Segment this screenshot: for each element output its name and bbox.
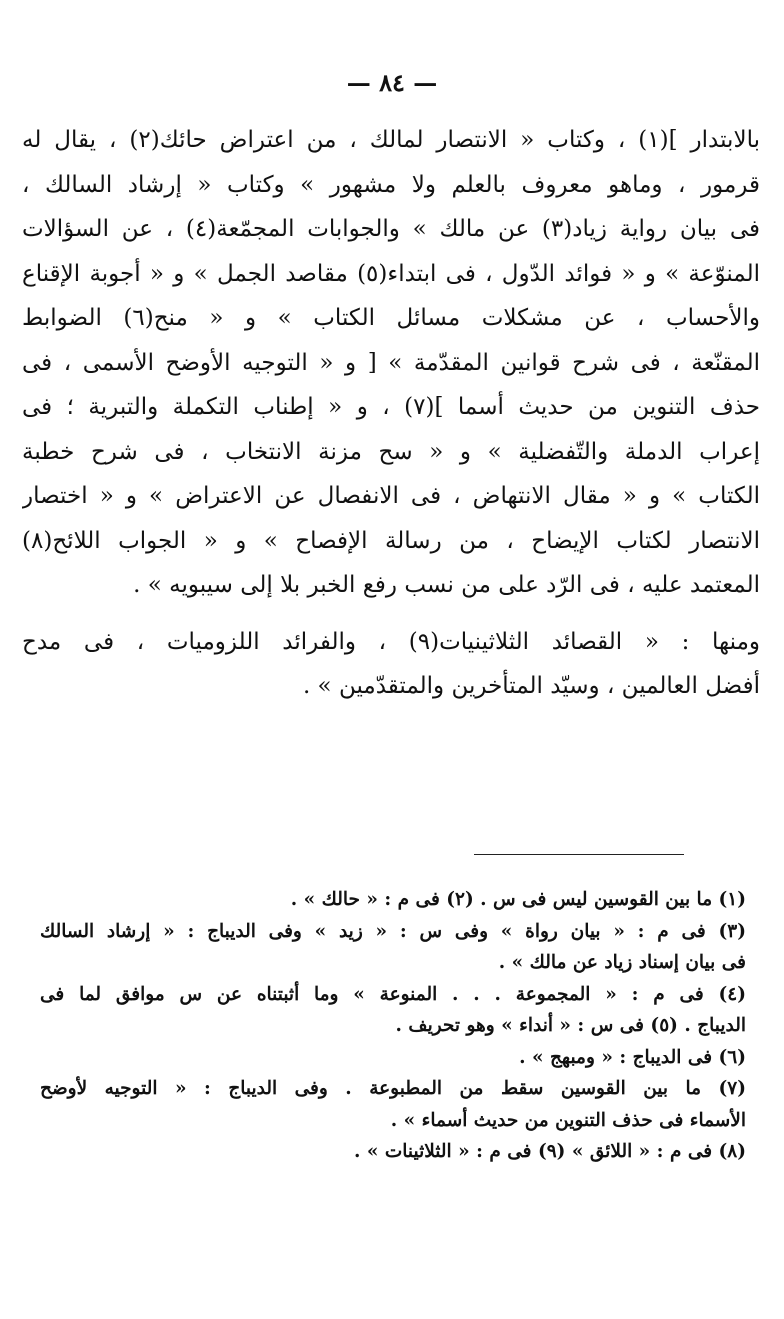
body-line: فى بيان رواية زياد(٣) عن مالك » والجوابات المجمّعة(٤) ، عن السؤالات <box>22 216 760 242</box>
footnote-line: الأسماء فى حذف التنوين من حديث أسماء » . <box>390 1109 746 1131</box>
footnote-line: فى بيان إسناد زياد عن مالك » . <box>498 952 746 973</box>
body-line: المقنّعة ، فى شرح قوانين المقدّمة » [ و « التوجيه الأوضح الأسمى ، فى <box>22 349 760 376</box>
body-line: الكتاب » و « مقال الانتهاض ، فى الانفصال عن الاعتراض » و « اختصار <box>22 483 760 509</box>
body-line: ومنها : « القصائد الثلاثينيات(٩) ، والفرائد اللزوميات ، فى مدح <box>22 628 760 655</box>
footnote-line: (١) ما بين القوسين ليس فى س . (٢) فى م : « حالك » . <box>290 889 746 910</box>
footnote-line: (٤) فى م : « المجموعة . . . المنوعة » وما أثبتناه عن س موافق لما فى <box>40 983 746 1005</box>
main-text <box>22 118 760 709</box>
footnote-divider <box>474 854 684 855</box>
body-line: الانتصار لكتاب الإيضاح ، من رسالة الإفصاح » و « الجواب اللائح(٨) <box>22 527 760 554</box>
body-line: إعراب الدملة والتّفضلية » و « سح مزنة الانتخاب ، فى شرح خطبة <box>22 438 760 465</box>
body-line: حذف التنوين من حديث أسما ](٧) ، و « إطناب التكملة والتبرية ؛ فى <box>22 394 760 420</box>
body-line: أفضل العالمين ، وسيّد المتأخرين والمتقدّمين » . <box>302 673 760 699</box>
body-line: بالابتدار ](١) ، وكتاب « الانتصار لمالك ، من اعتراض حائك(٢) ، يقال له <box>22 127 760 153</box>
footnote-line: (٣) فى م : « بيان رواة » وفى س : « زيد » وفى الديباج : « إرشاد السالك <box>40 920 746 942</box>
footnotes <box>40 884 746 1168</box>
body-line: قرمور ، وماهو معروف بالعلم ولا مشهور » وكتاب « إرشاد السالك ، <box>22 171 760 198</box>
footnote-line: (٦) فى الديباج : « ومبهج » . <box>519 1046 746 1068</box>
body-line: المنوّعة » و « فوائد الدّول ، فى ابتداء(٥) مقاصد الجمل » و « أجوبة الإقناع <box>22 260 760 287</box>
footnote-line: (٧) ما بين القوسين سقط من المطبوعة . وفى الديباج : « التوجيه لأوضح <box>40 1078 746 1099</box>
body-line: والأحساب ، عن مشكلات مسائل الكتاب » و « منح(٦) الضوابط <box>22 305 760 331</box>
body-line: المعتمد عليه ، فى الرّد على من نسب رفع الخبر بلا إلى سيبويه » . <box>133 572 760 598</box>
footnote-line: (٨) فى م : « اللائق » (٩) فى م : « الثلاثينات » . <box>353 1141 746 1162</box>
footnote-line: الديباج . (٥) فى س : « أنداء » وهو تحريف . <box>395 1015 746 1036</box>
page-number: — ٨٤ — <box>346 68 438 97</box>
